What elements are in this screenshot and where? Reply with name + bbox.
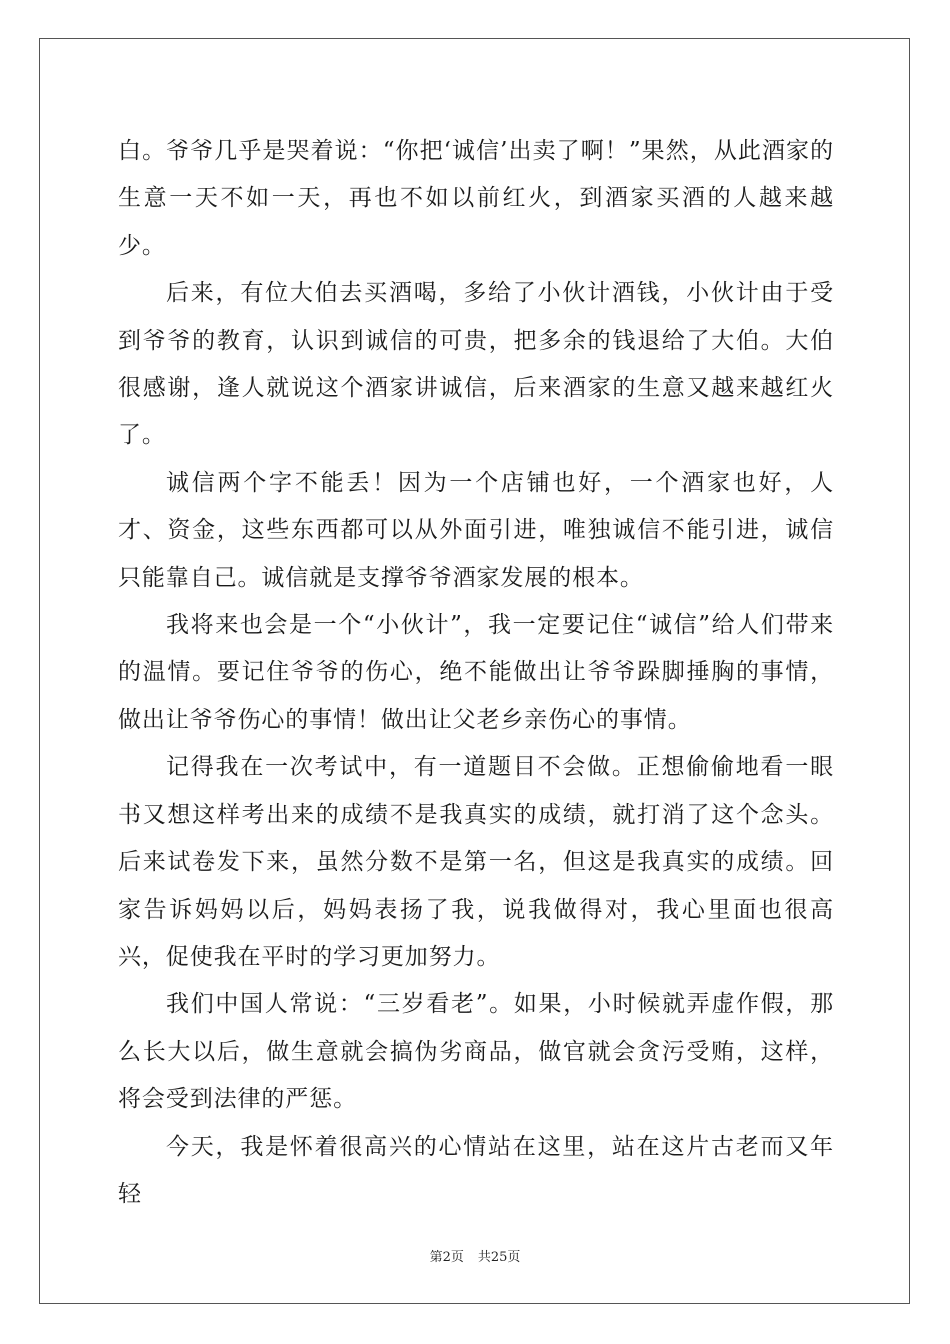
document-body: [118, 128, 834, 1218]
page-footer: [0, 1246, 950, 1265]
page-total: 共25页: [477, 1250, 521, 1265]
paragraph-3: 诚信两个字不能丢！因为一个店铺也好，一个酒家也好，人才、资金，这些东西都可以从外面引进，唯独诚信不能引进，诚信只能靠自己。诚信就是支撑爷爷酒家发展的根本。: [118, 469, 834, 591]
paragraph-2: 后来，有位大伯去买酒喝，多给了小伙计酒钱，小伙计由于受到爷爷的教育，认识到诚信的可贵，把多余的钱退给了大伯。大伯很感谢，逢人就说这个酒家讲诚信，后来酒家的生意又越来越红火了。: [118, 280, 834, 449]
paragraph-1: 白。爷爷几乎是哭着说：“你把‘诚信’出卖了啊！”果然，从此酒家的生意一天不如一天，再也不如以前红火，到酒家买酒的人越来越少。: [118, 138, 834, 259]
paragraph-7: 今天，我是怀着很高兴的心情站在这里，站在这片古老而又年轻: [118, 1133, 834, 1207]
page-number: 第2页: [429, 1250, 464, 1265]
paragraph-6: 我们中国人常说：“三岁看老”。如果，小时候就弄虚作假，那么长大以后，做生意就会搞伪劣商品，做官就会贪污受贿，这样，将会受到法律的严惩。: [118, 991, 834, 1113]
paragraph-4: 我将来也会是一个“小伙计”，我一定要记住“诚信”给人们带来的温情。要记住爷爷的伤心，绝不能做出让爷爷跺脚捶胸的事情，做出让爷爷伤心的事情！做出让父老乡亲伤心的事情。: [118, 612, 834, 733]
paragraph-5: 记得我在一次考试中，有一道题目不会做。正想偷偷地看一眼书又想这样考出来的成绩不是我真实的成绩，就打消了这个念头。后来试卷发下来，虽然分数不是第一名，但这是我真实的成绩。回家告诉妈妈以后，妈妈表扬了我，说我做得对，我心里面也很高兴，促使我在平时的学习更加努力。: [118, 754, 834, 970]
